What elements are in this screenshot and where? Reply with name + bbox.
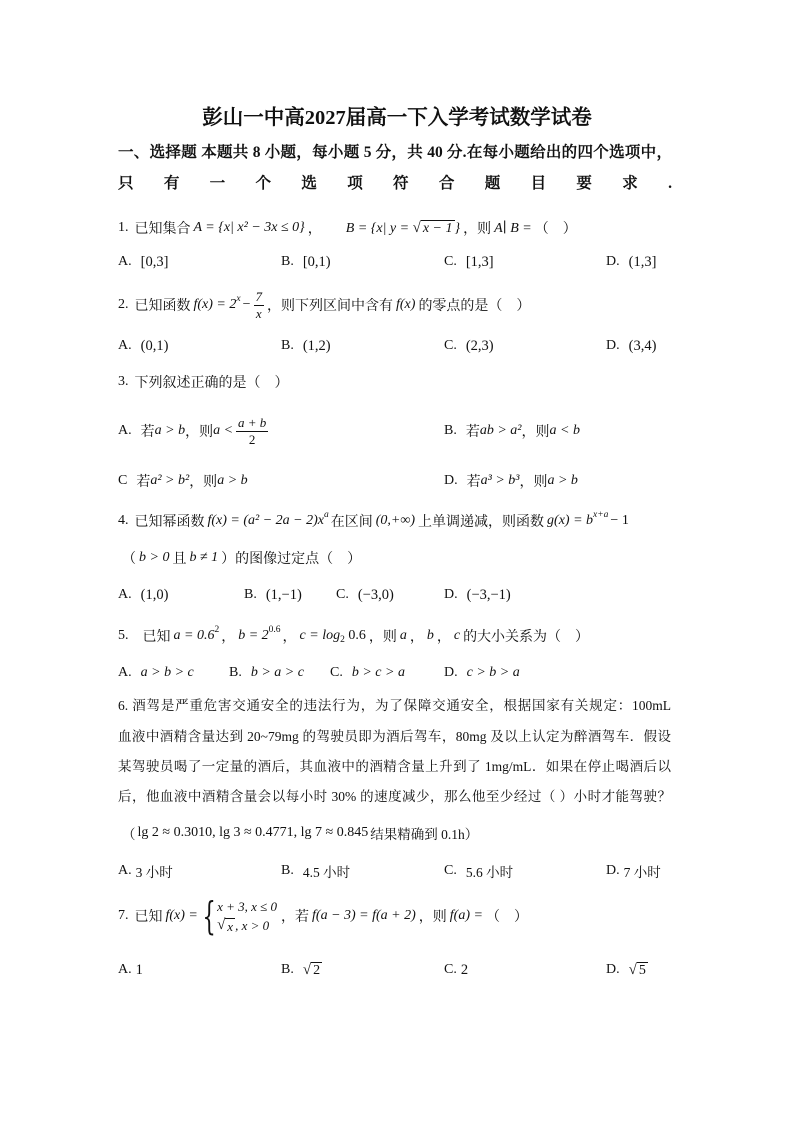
question-text: 已知函数 (134, 299, 191, 314)
function-g-expression: g(x) = b (547, 513, 594, 528)
question-text: ）的图像过定点（ ） (221, 552, 362, 567)
log-base: 2 (340, 635, 345, 645)
case-2-text: , x > 0 (235, 918, 270, 933)
question-number: 2. (118, 297, 129, 312)
option-a (118, 414, 271, 447)
option-value: (−3,−1) (466, 586, 511, 603)
question-text: （ (122, 552, 136, 567)
equation-expression: f(a − 3) = f(a + 2) (312, 908, 416, 923)
question-text: ，则下列区间中含有 (267, 299, 393, 314)
option-letter: A. (118, 665, 132, 680)
intersection-expression: A∣ B = (494, 220, 532, 236)
exam-title: 彭山一中高2027届高一下入学考试数学试卷 (202, 107, 592, 129)
option-c (330, 661, 405, 685)
option-value: b > c > a (351, 665, 405, 680)
case-2 (217, 916, 277, 935)
option-math: a > b (154, 423, 186, 438)
option-text: ，则 (519, 475, 548, 490)
question-number: 3. (118, 374, 129, 389)
option-a (118, 958, 143, 982)
question-text: 下列叙述正确的是（ ） (134, 376, 289, 391)
option-letter: A. (118, 587, 132, 602)
fraction (236, 415, 268, 448)
section-heading-line-1: 一、选择题 本题共 8 小题，每小题 5 分，共 40 分.在每小题给出的四个选项中， (118, 144, 672, 161)
separator: ， (307, 222, 322, 237)
option-text: 若 (140, 425, 155, 440)
question-5-options (0, 661, 794, 685)
question-number: 1. (118, 220, 129, 235)
answer-blank: （ ） (534, 222, 577, 237)
piecewise-brace: { (202, 894, 216, 938)
hint-text: 结果精确到 0.1h） (370, 827, 479, 842)
option-value: (1,3] (628, 253, 657, 270)
question-2-options (0, 334, 794, 358)
option-letter: B. (281, 962, 294, 977)
option-letter: A. (118, 338, 132, 353)
question-3-stem (118, 370, 289, 394)
question-6-line-2: 血液中酒精含量达到 20~79mg 的驾驶员即为酒后驾车，80mg 及以上认定为醉酒驾车．假设 (118, 729, 671, 744)
sqrt-radicand: 5 (638, 963, 646, 978)
option-a (118, 334, 168, 358)
option-b (281, 250, 331, 274)
function-expression: f(x) = (165, 908, 198, 923)
option-c (336, 583, 394, 607)
option-value: (1,2) (302, 337, 331, 354)
option-a (118, 583, 168, 607)
option-value: [0,3] (140, 253, 169, 270)
variable-c: c (453, 628, 461, 643)
option-letter: B. (444, 423, 457, 438)
separator: ， (409, 630, 424, 645)
option-text: ，则 (189, 475, 218, 490)
fraction-numerator: a + b (238, 414, 267, 430)
function-expression: f(x) = 2 (193, 297, 237, 312)
option-d (444, 661, 520, 685)
question-text: 的零点的是（ ） (418, 299, 531, 314)
question-text: 已知幂函数 (134, 515, 205, 530)
option-value: (1,−1) (265, 586, 302, 603)
fraction-denominator: 2 (248, 431, 256, 447)
option-value: 4.5 小时 (302, 865, 351, 880)
option-value: (1,0) (140, 586, 169, 603)
set-a-expression: A = {x| x² − 3x ≤ 0} (193, 220, 305, 235)
option-value: c > b > a (466, 665, 520, 680)
question-6-hint (122, 821, 478, 845)
option-letter: B. (281, 338, 294, 353)
option-value: a > b > c (140, 665, 194, 680)
question-6-options (0, 859, 794, 883)
option-letter: A. (118, 962, 132, 977)
option-letter: B. (229, 665, 242, 680)
option-letter: C. (444, 338, 457, 353)
hint-math: lg 2 ≈ 0.3010, lg 3 ≈ 0.4771, lg 7 ≈ 0.845 (137, 825, 369, 840)
option-text: 若 (466, 475, 481, 490)
set-b-prefix: B = {x| y = (345, 220, 413, 236)
option-c (118, 469, 248, 493)
option-d (606, 958, 648, 982)
option-value: (3,4) (628, 337, 657, 354)
question-3-options-row-1 (0, 414, 794, 447)
piecewise-cases (217, 897, 277, 935)
minus-sign: − (242, 297, 251, 312)
set-b-suffix: } (454, 220, 461, 236)
option-letter: A. (118, 863, 132, 878)
question-text: ，则 (418, 910, 447, 925)
option-letter: C. (444, 962, 457, 977)
value-b-expression: b = 2 (238, 628, 269, 643)
case-1-text: x + 3, x ≤ 0 (217, 899, 278, 914)
option-value: 3 小时 (135, 865, 173, 880)
question-text: 上单调递减，则函数 (418, 515, 545, 530)
option-text: ，则 (185, 425, 214, 440)
option-b (281, 334, 331, 358)
question-3-options-row-2 (0, 469, 794, 493)
option-math: a < b (549, 423, 580, 438)
case-1 (217, 897, 277, 916)
option-value: 5.6 小时 (465, 865, 514, 880)
question-4-stem-line-1 (118, 509, 632, 533)
condition-expression: b ≠ 1 (189, 550, 219, 565)
option-math: a > b (547, 473, 578, 488)
option-d (606, 334, 656, 358)
option-d (444, 469, 578, 493)
option-math: a < (213, 423, 234, 438)
fraction-numerator: 7 (255, 288, 262, 304)
option-b (244, 583, 302, 607)
power-function-expression: f(x) = (a² − 2a − 2)x (207, 513, 325, 528)
sqrt-radicand: 2 (313, 963, 321, 978)
target-expression: f(a) = (449, 908, 483, 923)
minus-one: − 1 (610, 513, 629, 528)
separator: ， (436, 630, 451, 645)
option-value: (2,3) (465, 337, 494, 354)
question-6-line-1: 6. 酒驾是严重危害交通安全的违法行为，为了保障交通安全，根据国家有关规定：100mL (118, 698, 671, 713)
option-letter: D. (606, 863, 620, 878)
question-1-options (0, 250, 794, 274)
option-b (281, 859, 350, 883)
question-text: 且 (172, 552, 187, 567)
set-b-expression (325, 204, 460, 253)
question-5-stem (118, 624, 589, 648)
question-4-options (0, 583, 794, 607)
option-letter: A. (118, 254, 132, 269)
log-argument: 0.6 (344, 628, 366, 643)
option-value: 7 小时 (623, 865, 661, 880)
option-c (444, 958, 468, 982)
question-2-stem (118, 288, 531, 321)
option-letter: C (118, 473, 128, 488)
question-7-stem (118, 894, 528, 938)
section-heading-line-2: 只有一个选项符合题目要求. (118, 175, 672, 192)
option-a (118, 661, 194, 685)
separator: ， (221, 630, 236, 645)
sqrt-sign: √ (302, 961, 312, 978)
question-text: 在区间 (330, 515, 373, 530)
option-c (444, 250, 494, 274)
option-letter: B. (244, 587, 257, 602)
option-math: a² > b² (150, 473, 190, 488)
option-letter: C. (444, 254, 457, 269)
question-text: ，则 (368, 630, 397, 645)
question-text: 已知集合 (134, 222, 191, 237)
exponent: a (324, 510, 329, 520)
option-d (606, 250, 656, 274)
question-6-line-4: 后，他血液中酒精含量会以每小时 30% 的速度减少，那么他至少经过（ ）小时才能驾驶？ (118, 789, 671, 804)
option-letter: C. (444, 863, 457, 878)
question-number: 5. (118, 628, 129, 643)
fraction (254, 289, 265, 322)
sqrt-sign: √ (628, 961, 637, 978)
interval-expression: (0,+∞) (375, 513, 416, 528)
exponent: x (236, 294, 241, 304)
option-d (606, 859, 661, 883)
sqrt-sign: √ (412, 219, 421, 236)
option-a (118, 859, 173, 883)
function-name: f(x) (396, 297, 416, 312)
option-letter: D. (444, 665, 458, 680)
option-letter: D. (444, 587, 458, 602)
option-value: b > a > c (250, 665, 304, 680)
question-1-stem (118, 216, 577, 240)
option-letter: A. (118, 423, 132, 438)
option-text: 若 (136, 475, 151, 490)
variable-a: a (399, 628, 407, 643)
sqrt-radicand: x − 1 (422, 220, 453, 236)
question-text: 已知 (142, 630, 171, 645)
option-value: 1 (135, 961, 143, 978)
question-7-options (0, 958, 794, 982)
option-letter: C. (330, 665, 343, 680)
option-letter: B. (281, 254, 294, 269)
option-text: ，则 (521, 425, 550, 440)
option-b (229, 661, 304, 685)
exponent: 0.6 (268, 625, 281, 635)
option-letter: D. (606, 338, 620, 353)
option-b (281, 958, 322, 982)
exponent: x+a (593, 510, 609, 520)
question-number: 7. (118, 908, 129, 923)
answer-blank: （ ） (485, 910, 528, 925)
option-value: (−3,0) (357, 586, 394, 603)
question-text: ，则 (463, 222, 492, 237)
option-text: 若 (465, 425, 480, 440)
question-4-stem-line-2 (122, 546, 361, 570)
option-letter: D. (606, 254, 620, 269)
sqrt-sign: √ (217, 917, 226, 933)
option-letter: C. (336, 587, 349, 602)
option-letter: D. (606, 962, 620, 977)
hint-open: （ (122, 827, 136, 842)
option-c (444, 859, 513, 883)
question-text: 的大小关系为（ ） (463, 630, 590, 645)
question-number: 4. (118, 513, 129, 528)
question-text: 已知 (134, 910, 163, 925)
option-value: [1,3] (465, 253, 494, 270)
option-value: (0,1) (140, 337, 169, 354)
sqrt-radicand: x (227, 918, 234, 934)
option-a (118, 250, 168, 274)
question-text: ，若 (281, 910, 310, 925)
option-math: a³ > b³ (480, 473, 520, 488)
value-a-expression: a = 0.6 (173, 628, 215, 643)
fraction-denominator: x (255, 305, 262, 321)
option-math: ab > a² (479, 423, 522, 438)
exponent: 2 (214, 625, 220, 635)
variable-b: b (426, 628, 434, 643)
condition-expression: b > 0 (139, 550, 170, 565)
option-letter: B. (281, 863, 294, 878)
option-value: 2 (460, 961, 469, 978)
option-c (444, 334, 494, 358)
value-c-expression: c = log (299, 628, 341, 643)
option-b (444, 419, 580, 443)
option-math: a > b (217, 473, 248, 488)
option-d (444, 583, 511, 607)
question-6-line-3: 某驾驶员喝了一定量的酒后，其血液中的酒精含量上升到了 1mg/mL．如果在停止喝酒后以 (118, 759, 671, 774)
separator: ， (282, 630, 297, 645)
option-value: [0,1) (302, 253, 331, 270)
option-letter: D. (444, 473, 458, 488)
